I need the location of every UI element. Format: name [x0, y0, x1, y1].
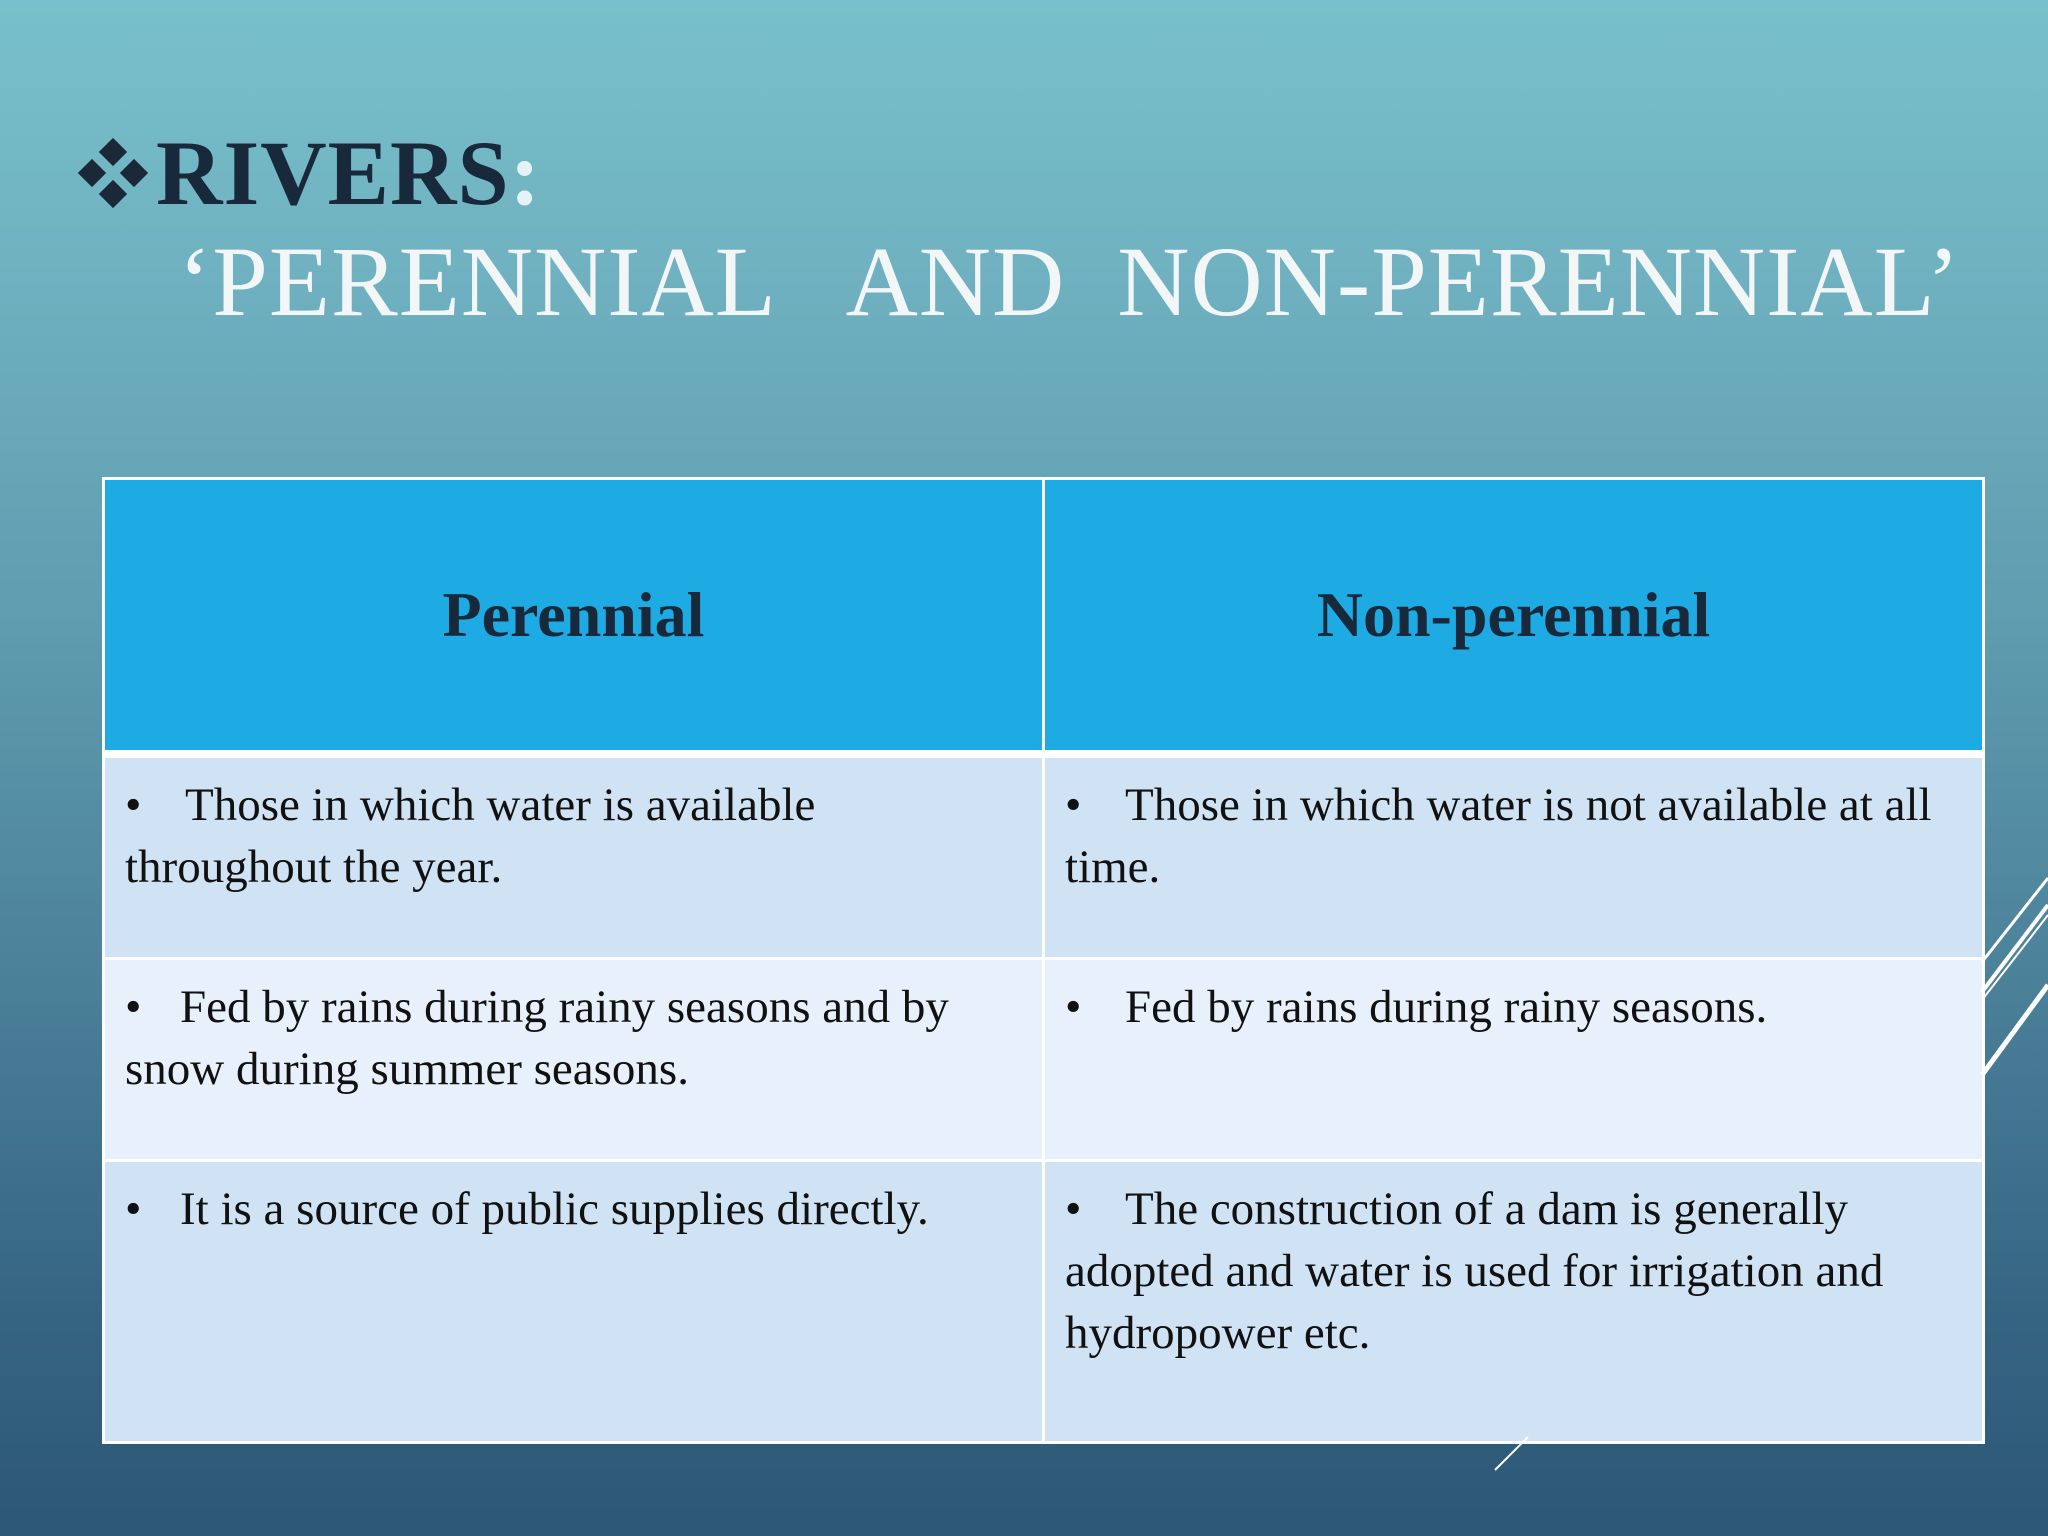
table-row: [104, 754, 1984, 959]
bullet-icon: •: [125, 1183, 142, 1235]
title-colon: :: [509, 122, 542, 224]
bullet-icon: •: [125, 779, 142, 831]
table-row: [104, 959, 1984, 1161]
title-text: RIVERS:: [156, 122, 542, 224]
slide-subtitle: ‘PERENNIAL AND NON-PERENNIAL’: [178, 226, 1961, 337]
deco-line: [1982, 985, 2048, 1075]
header-non-perennial: Non-perennial: [1044, 479, 1984, 755]
bullet-icon: •: [1065, 981, 1082, 1033]
cell-text: Fed by rains during rainy seasons and by snow during summer seasons.: [125, 981, 949, 1095]
diamond-bullet-icon: [78, 138, 148, 208]
cell-perennial: [104, 959, 1044, 1161]
table-row: [104, 1161, 1984, 1443]
slide-title: [78, 118, 541, 228]
header-perennial: Perennial: [104, 479, 1044, 755]
deco-line: [1982, 905, 2048, 992]
cell-non-perennial: [1044, 754, 1984, 959]
cell-text: Those in which water is available throughout the year.: [125, 779, 816, 893]
cell-text: The construction of a dam is generally adopted and water is used for irrigation and hydropower etc.: [1065, 1183, 1884, 1359]
table-header-row: [104, 479, 1984, 755]
cell-perennial: [104, 754, 1044, 959]
cell-perennial: [104, 1161, 1044, 1443]
cell-non-perennial: [1044, 1161, 1984, 1443]
bullet-icon: •: [1065, 1183, 1082, 1235]
cell-text: Fed by rains during rainy seasons.: [1125, 981, 1768, 1033]
bullet-icon: •: [125, 981, 142, 1033]
bullet-icon: •: [1065, 779, 1082, 831]
deco-line: [1982, 878, 2048, 962]
comparison-table: [102, 477, 1985, 1444]
cell-text: Those in which water is not available at all time.: [1065, 779, 1932, 893]
deco-line: [1982, 915, 2048, 1000]
cell-non-perennial: [1044, 959, 1984, 1161]
cell-text: It is a source of public supplies directly.: [180, 1183, 929, 1235]
